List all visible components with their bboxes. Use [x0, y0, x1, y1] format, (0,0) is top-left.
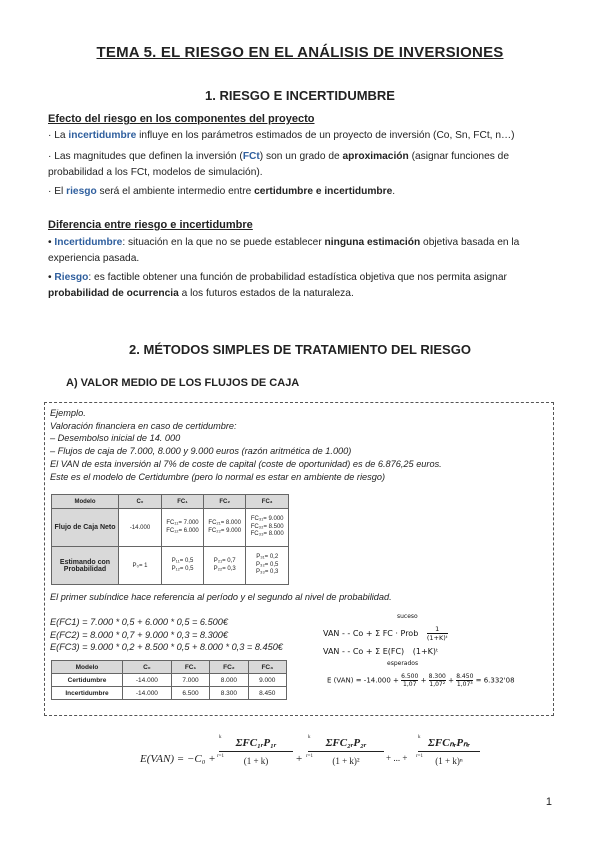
subscript-note: El primer subíndice hace referencia al período y el segundo al nivel de probabilidad.	[50, 592, 392, 602]
bullet-magnitudes: · Las magnitudes que definen la inversión (FCt) son un grado de aproximación (asignar funciones de probabilidad a los FCt, modelos de simulación).	[48, 151, 509, 178]
table-row: Certidumbre -14.000 7.000 8.000 9.000	[52, 674, 287, 687]
formula-term-1-numerator: k ΣFC₁ᵣP₁ᵣ r=1	[219, 736, 293, 752]
subsection-difference-heading: Diferencia entre riesgo e incertidumbre	[48, 219, 253, 231]
subsection-a-heading: A) VALOR MEDIO DE LOS FLUJOS DE CAJA	[66, 377, 300, 389]
example-intro: Ejemplo. Valoración financiera en caso de certidumbre: – Desembolso inicial de 14. 000 – Flujos de caja de 7.000, 8.000 y 9.000 euros (razón aritmética de 1.000) El VAN de esta inversión al 7% de coste de capital (coste de oportunidad) es de 6.876,25 euros. Este es el modelo de Certidumbre (pero lo normal es estar en ambiente de riesgo)	[50, 408, 442, 482]
expected-van-formula: E(VAN) = −C₀ + k ΣFC₁ᵣP₁ᵣ r=1 (1 + k) + k ΣFC₂ᵣP₂ᵣ r=1 (1 + k)² + ... + k ΣFCₙᵣPₙᵣ r=1 (1 + k)ⁿ	[140, 736, 480, 784]
handwritten-note-suceso: suceso	[397, 613, 418, 620]
definition-incertidumbre: • Incertidumbre: situación en la que no se puede establecer ninguna estimación objetiva basada en la experiencia pasada.	[48, 237, 520, 264]
table-row: Incertidumbre -14.000 6.500 8.300 8.450	[52, 687, 287, 700]
expected-values: E(FC1) = 7.000 * 0,5 + 6.000 * 0,5 = 6.500€ E(FC2) = 8.000 * 0,7 + 9.000 * 0,3 = 8.300€ E(FC3) = 9.000 * 0,2 + 8.500 * 0,5 + 8.000 * 0,3 = 8.450€	[50, 617, 283, 653]
page-number: 1	[545, 796, 552, 808]
table-row: Estimando con Probabilidad P₀= 1 P₁₁= 0,5 P₁₂= 0,5 P₂₁= 0,7 P₂₂= 0,3 P₃₁= 0,2 P₃₂= 0,5 P₃₃= 0,3	[52, 547, 289, 585]
bullet-incertidumbre: · La incertidumbre influye en los parámetros estimados de un proyecto de inversión (Co, Sn, FCt, n…)	[48, 130, 515, 141]
example-box	[44, 402, 554, 716]
subsection-effect-heading: Efecto del riesgo en los componentes del proyecto	[48, 113, 315, 125]
formula-term-n-numerator: k ΣFCₙᵣPₙᵣ r=1	[418, 736, 480, 752]
comparison-table: Modelo C₀ FC₁ FC₂ FC₃ Certidumbre -14.000 7.000 8.000 9.000 Incertidumbre -14.000 6.500 8.300 8.450	[51, 660, 287, 700]
table-row: Flujo de Caja Neto -14.000 FC₁₁= 7.000 FC₁₂= 6.000 FC₂₁= 8.000 FC₂₂= 9.000 FC₃₁= 9.000 FC₃₂= 8.500 FC₃₃= 8.000	[52, 509, 289, 547]
formula-term-2-denominator: (1 + k)²	[332, 756, 360, 766]
formula-term-1-denominator: (1 + k)	[243, 756, 269, 766]
handwritten-formula-1: VAN - - Co + Σ FC · Prob $\frac{1}{\text{(1+K)ᵗ}}$	[323, 625, 448, 642]
handwritten-note-esperados: esperados	[387, 660, 419, 667]
formula-term-n-denominator: (1 + k)ⁿ	[435, 756, 463, 766]
section-2-heading: 2. MÉTODOS SIMPLES DE TRATAMIENTO DEL RIESGO	[129, 342, 471, 357]
definition-riesgo: • Riesgo: es factible obtener una función de probabilidad estadística objetiva que nos permita asignar probabilidad de ocurrencia a los futuros estados de la naturaleza.	[48, 272, 507, 299]
formula-term-2-numerator: k ΣFC₂ᵣP₂ᵣ r=1	[308, 736, 384, 752]
handwritten-formula-2: VAN - - Co + Σ E(FC) (1+K)ᵗ	[323, 647, 439, 656]
section-1-heading: 1. RIESGO E INCERTIDUMBRE	[205, 88, 395, 103]
bullet-riesgo: · El riesgo será el ambiente intermedio entre certidumbre e incertidumbre.	[48, 186, 396, 197]
probability-model-table: Modelo C₀ FC₁ FC₂ FC₃ Flujo de Caja Neto -14.000 FC₁₁= 7.000 FC₁₂= 6.000 FC₂₁= 8.000 FC₂₂= 9.000 FC₃₁= 9.000 FC₃₂= 8.500 FC₃₃= 8.000 Estimando con Probabilidad P₀= 1 P₁₁= 0,5 P₁₂= 0,5 P₂₁= 0,7 P₂₂= 0,3 P₃₁= 0,2 P₃₂= 0,5 P₃₃= 0,3	[51, 494, 289, 585]
handwritten-formula-3: E (VAN) = -14.000 + $\frac{6.500}{1,07}$ + $\frac{8.300}{\text{1,07²}}$ + $\frac{8.450}{\text{1,07³}}$ = 6.332'08	[327, 673, 515, 688]
document-title: TEMA 5. EL RIESGO EN EL ANÁLISIS DE INVERSIONES	[96, 44, 504, 61]
